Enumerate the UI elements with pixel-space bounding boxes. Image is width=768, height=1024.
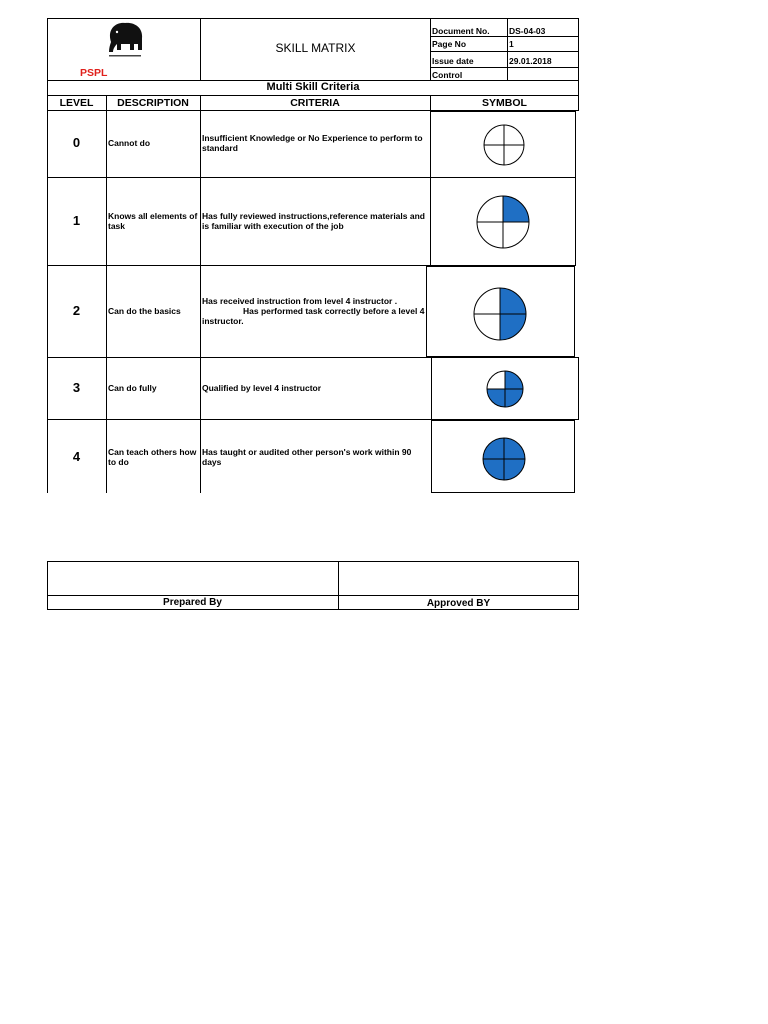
meta-label-page-no: Page No: [432, 39, 467, 49]
column-header-level: LEVEL: [59, 97, 94, 109]
meta-label-issue-date: Issue date: [432, 56, 474, 66]
criteria-text: Has fully reviewed instructions,reference materials and is familiar with execution of the job: [202, 211, 425, 231]
section-title: Multi Skill Criteria: [266, 81, 360, 93]
page-title: SKILL MATRIX: [275, 41, 356, 55]
description-text: Can do fully: [108, 383, 157, 393]
column-header-criteria: CRITERIA: [290, 97, 340, 109]
column-header-description: DESCRIPTION: [117, 97, 189, 109]
criteria-text: Qualified by level 4 instructor: [202, 383, 322, 393]
meta-value-document-no: DS-04-03: [509, 26, 546, 36]
meta-value-issue-date: 29.01.2018: [509, 56, 552, 66]
meta-value-page-no: 1: [509, 39, 514, 49]
level-value: 1: [72, 213, 81, 228]
approved-by-label: Approved BY: [426, 598, 491, 609]
company-name: PSPL: [80, 67, 108, 79]
criteria-text: Has taught or audited other person's work within 90 days: [202, 447, 412, 467]
description-text: Cannot do: [108, 138, 151, 148]
description-text: Knows all elements of task: [108, 211, 198, 231]
signoff-line: [47, 595, 579, 596]
description-text: Can teach others how to do: [108, 447, 197, 467]
level-value: 3: [72, 380, 81, 395]
level-value: 2: [72, 303, 81, 318]
meta-label-document-no: Document No.: [432, 26, 490, 36]
level-value: 0: [72, 135, 81, 150]
criteria-text: Has received instruction from level 4 instructor .: [202, 296, 398, 306]
criteria-text: Insufficient Knowledge or No Experience to perform to standard: [202, 133, 423, 153]
criteria-text: instructor.: [202, 316, 244, 326]
column-header-symbol: SYMBOL: [482, 97, 527, 109]
prepared-by-label: Prepared By: [163, 597, 222, 608]
level-value: 4: [72, 449, 81, 464]
description-text: Can do the basics: [108, 306, 181, 316]
criteria-text: Has performed task correctly before a level 4: [243, 306, 425, 316]
meta-label-control: Control: [432, 70, 463, 80]
